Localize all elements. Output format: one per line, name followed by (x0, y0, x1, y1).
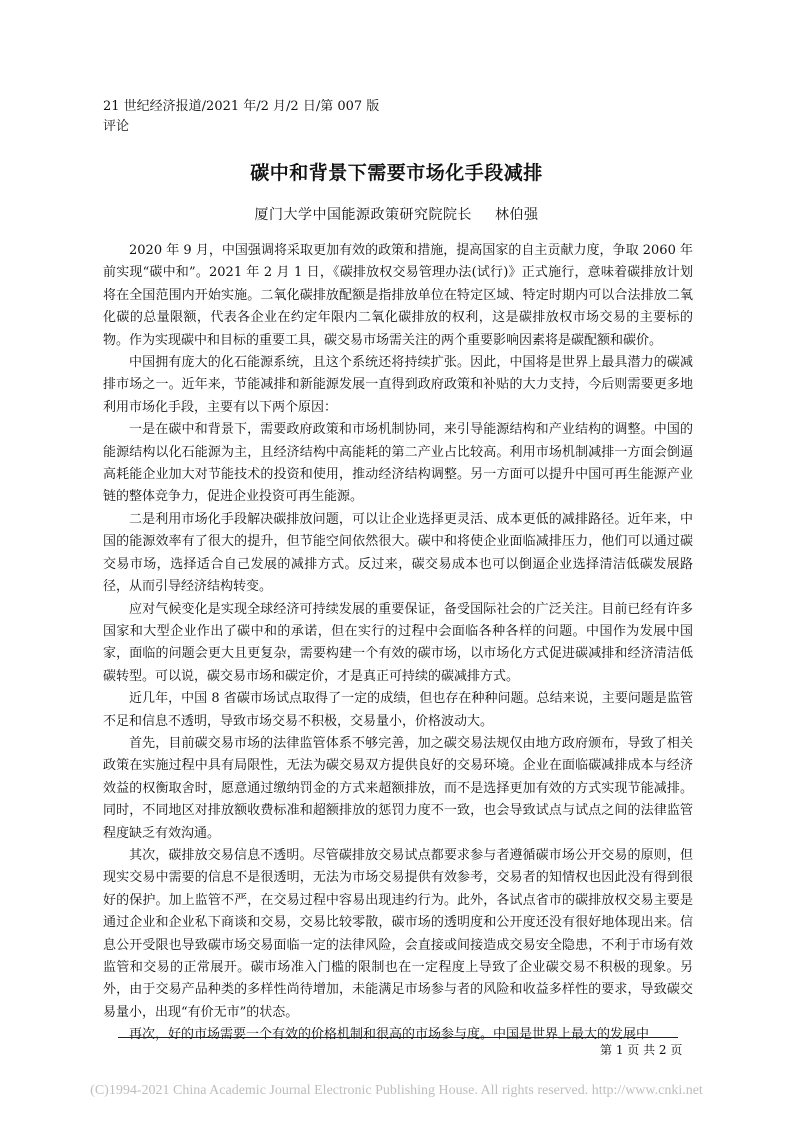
paragraph: 其次，碳排放交易信息不透明。尽管碳排放交易试点都要求参与者遵循碳市场公开交易的原则，但现实交易中需要的信息不是很透明，无法为市场交易提供有效参考，交易者的知情权也因此没有得到很好的保护。加上监管不严，在交易过程中容易出现违约行为。此外，各试点省市的碳排放权交易主要是通过企业和企业私下商谈和交易，交易比较零散，碳市场的透明度和公开度还没有很好地体现出来。信息公开受限也导致碳市场交易面临一定的法律风险，会直接或间接造成交易安全隐患，不利于市场有效监管和交易的正常展开。碳市场准入门槛的限制也在一定程度上导致了企业碳交易不积极的现象。另外，由于交易产品种类的多样性尚待增加，未能满足市场参与者的风险和收益多样性的要求，导致碳交易量小，出现“有价无市”的状态。 (103, 847, 693, 1020)
paragraph: 再次，好的市场需要一个有效的价格机制和很高的市场参与度。中国是世界上最大的发展中 (129, 1027, 650, 1043)
section-label: 评论 (103, 119, 130, 134)
footer-divider (118, 1037, 678, 1038)
paragraph: 中国拥有庞大的化石能源系统，且这个系统还将持续扩张。因此，中国将是世界上最具潜力的碳减排市场之一。近年来，节能减排和新能源发展一直得到政府政策和补贴的大力支持，今后则需要更多地利用市场化手段，主要有以下两个原因： (103, 355, 693, 415)
paragraph: 2020 年 9 月，中国强调将采取更加有效的政策和措施，提高国家的自主贡献力度，争取 2060 年前实现“碳中和”。2021 年 2 月 1 日，《碳排放权交易管理办法(试行)》正式施行，意味着碳排放计划将在全国范围内开始实施。二氧化碳排放配额是指排放单位在特定区域、特定时期内可以合法排放二氧化碳的总量限额，代表各企业在约定年限内二氧化碳排放的权利，这是碳排放权市场交易的主要标的物。作为实现碳中和目标的重要工具，碳交易市场需关注的两个重要影响因素将是碳配额和碳价。 (103, 243, 693, 348)
author-affiliation: 厦门大学中国能源政策研究院院长 (254, 207, 473, 223)
source-line: 21 世纪经济报道/2021 年/2 月/2 日/第 007 版 (103, 99, 380, 114)
copyright-footer: (C)1994-2021 China Academic Journal Electronic Publishing House. All rights reserved. http://www.cnki.net (90, 1083, 703, 1098)
paragraph: 应对气候变化是实现全球经济可持续发展的重要保证，备受国际社会的广泛关注。目前已经有许多国家和大型企业作出了碳中和的承诺，但在实行的过程中会面临各种各样的问题。中国作为发展中国家，面临的问题会更大且更复杂，需要构建一个有效的碳市场，以市场化方式促进碳减排和经济清洁低碳转型。可以说，碳交易市场和碳定价，才是真正可持续的碳减排方式。 (103, 601, 693, 684)
page-number: 第 1 页 共 2 页 (600, 1043, 683, 1057)
author-line (0, 205, 793, 225)
author-name: 林伯强 (494, 207, 539, 223)
paragraph: 首先，目前碳交易市场的法律监管体系不够完善，加之碳交易法规仅由地方政府颁布，导致了相关政策在实施过程中具有局限性，无法为碳交易双方提供良好的交易环境。企业在面临碳减排成本与经济效益的权衡取舍时，愿意通过缴纳罚金的方式来超额排放，而不是选择更加有效的方式实现节能减排。同时，不同地区对排放额收费标准和超额排放的惩罚力度不一致，也会导致试点与试点之间的法律监管程度缺乏有效沟通。 (103, 735, 693, 841)
article-title: 碳中和背景下需要市场化手段减排 (250, 162, 543, 184)
paragraph: 近几年，中国 8 省碳市场试点取得了一定的成绩，但也存在种种问题。总结来说，主要问题是监管不足和信息不透明，导致市场交易不积极，交易量小，价格波动大。 (103, 691, 693, 729)
article-body (103, 240, 693, 1043)
article-source (103, 97, 379, 137)
paragraph: 一是在碳中和背景下，需要政府政策和市场机制协同，来引导能源结构和产业结构的调整。中国的能源结构以化石能源为主，且经济结构中高能耗的第二产业占比较高。利用市场机制减排一方面会倒逼高耗能企业加大对节能技术的投资和使用，推动经济结构调整。另一方面可以提升中国可再生能源产业链的整体竞争力，促进企业投资可再生能源。 (103, 422, 693, 505)
paragraph: 二是利用市场化手段解决碳排放问题，可以让企业选择更灵活、成本更低的减排路径。近年来，中国的能源效率有了很大的提升，但节能空间依然很大。碳中和将使企业面临减排压力，他们可以通过碳交易市场，选择适合自己发展的减排方式。反过来，碳交易成本也可以倒逼企业选择清洁低碳发展路径，从而引导经济结构转变。 (103, 511, 693, 595)
